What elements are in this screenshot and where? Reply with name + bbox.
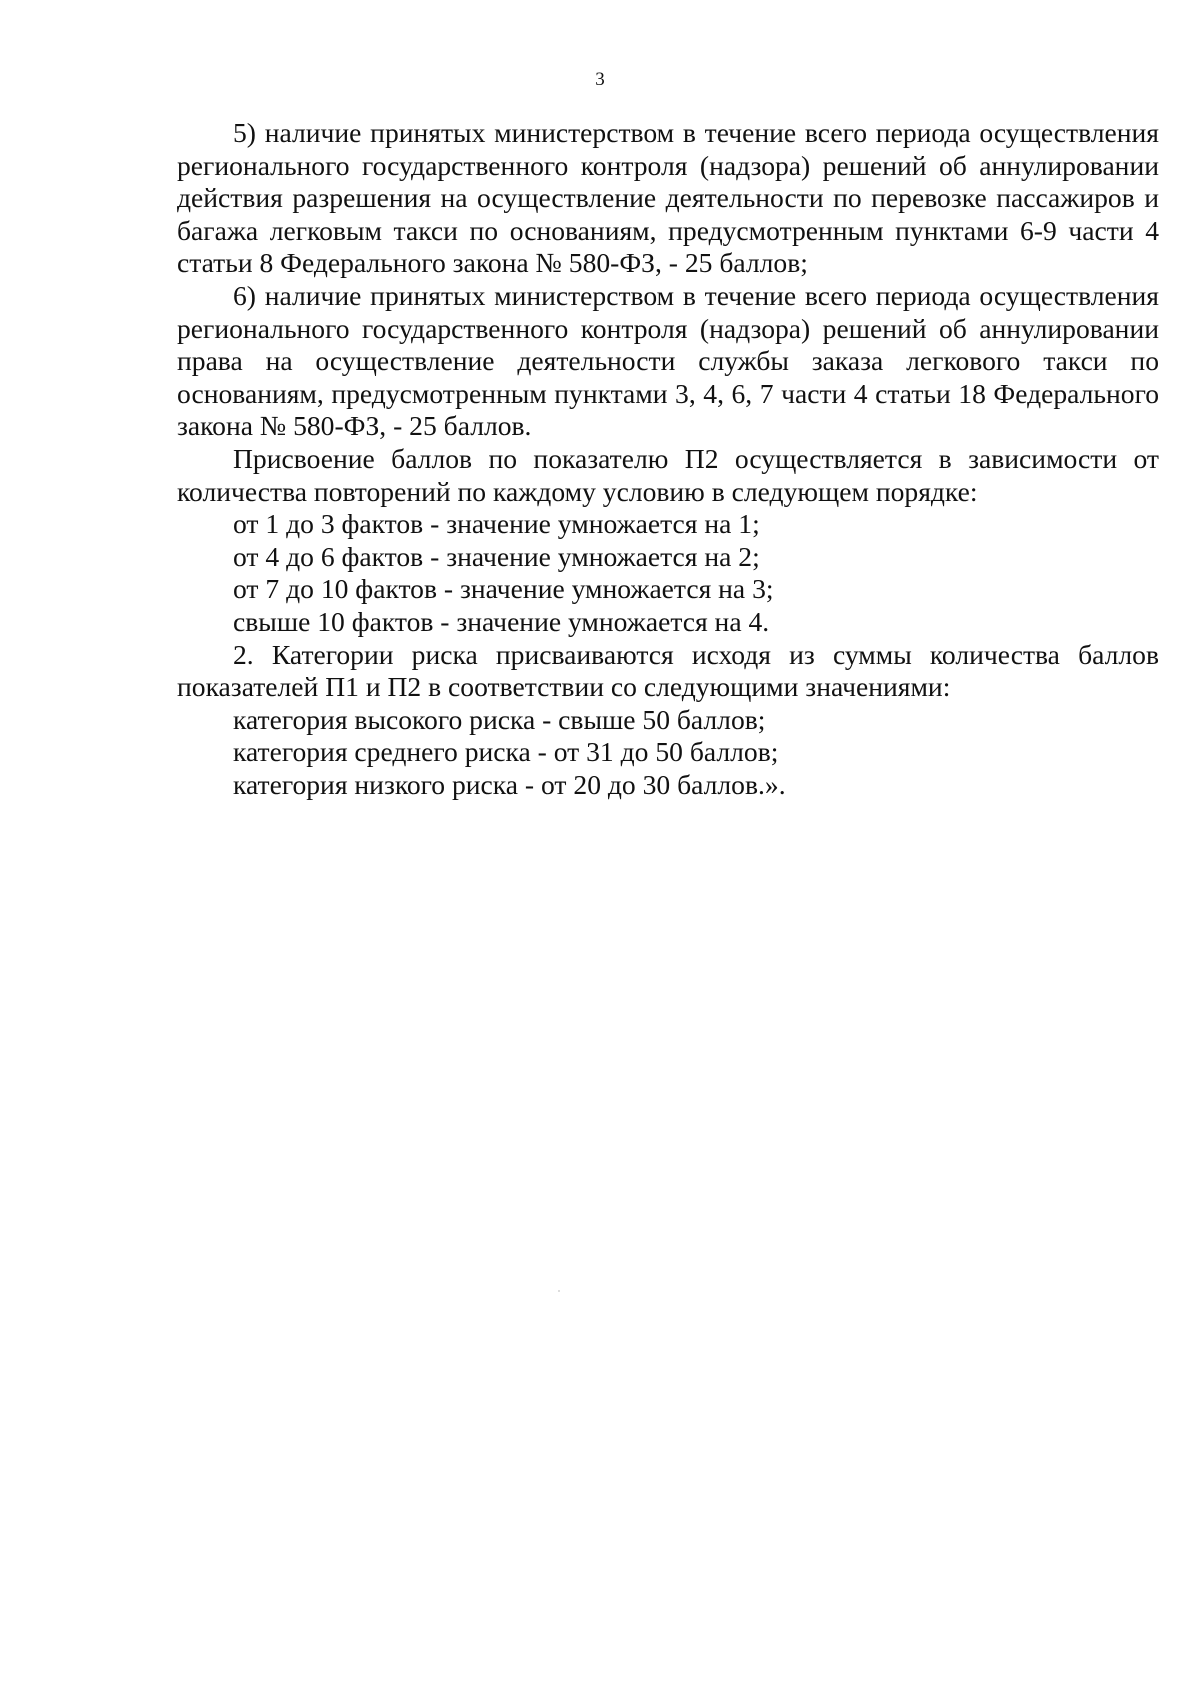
list-item-range-4: свыше 10 фактов - значение умножается на 4. — [233, 605, 770, 637]
paragraph-item-5: 5) наличие принятых министерством в течение всего периода осуществления регионального государственного контроля (надзора) решений об аннулировании действия разрешения на осуществление деятельности по перевозке пассажиров и багажа легковым такси по основаниям, предусмотренным пунктами 6-9 части 4 статьи 8 Федерального закона № 580-ФЗ, - 25 баллов; — [177, 117, 1159, 279]
paragraph-score-assignment: Присвоение баллов по показателю П2 осуществляется в зависимости от количества повторений по каждому условию в следующем порядке: — [177, 442, 1159, 507]
list-item-range-2: от 4 до 6 фактов - значение умножается на 2; — [233, 540, 760, 572]
list-item-range-3: от 7 до 10 фактов - значение умножается на 3; — [233, 573, 774, 605]
paragraph-item-6: 6) наличие принятых министерством в течение всего периода осуществления регионального государственного контроля (надзора) решений об аннулировании права на осуществление деятельности службы заказа легкового такси по основаниям, предусмотренным пунктами 3, 4, 6, 7 части 4 статьи 18 Федерального закона № 580-ФЗ, - 25 баллов. — [177, 279, 1159, 442]
list-item-range-1: от 1 до 3 фактов - значение умножается на 1; — [233, 508, 760, 540]
page-number: 3 — [595, 69, 605, 90]
list-item-category-low: категория низкого риска - от 20 до 30 баллов.». — [233, 768, 786, 800]
list-item-category-medium: категория среднего риска - от 31 до 50 баллов; — [233, 736, 779, 768]
paragraph-risk-categories: 2. Категории риска присваиваются исходя из суммы количества баллов показателей П1 и П2 в соответствии со следующими значениями: — [177, 638, 1159, 703]
list-item-category-high: категория высокого риска - свыше 50 баллов; — [233, 703, 766, 735]
scan-speck — [558, 1290, 560, 1292]
document-body — [177, 117, 1159, 801]
